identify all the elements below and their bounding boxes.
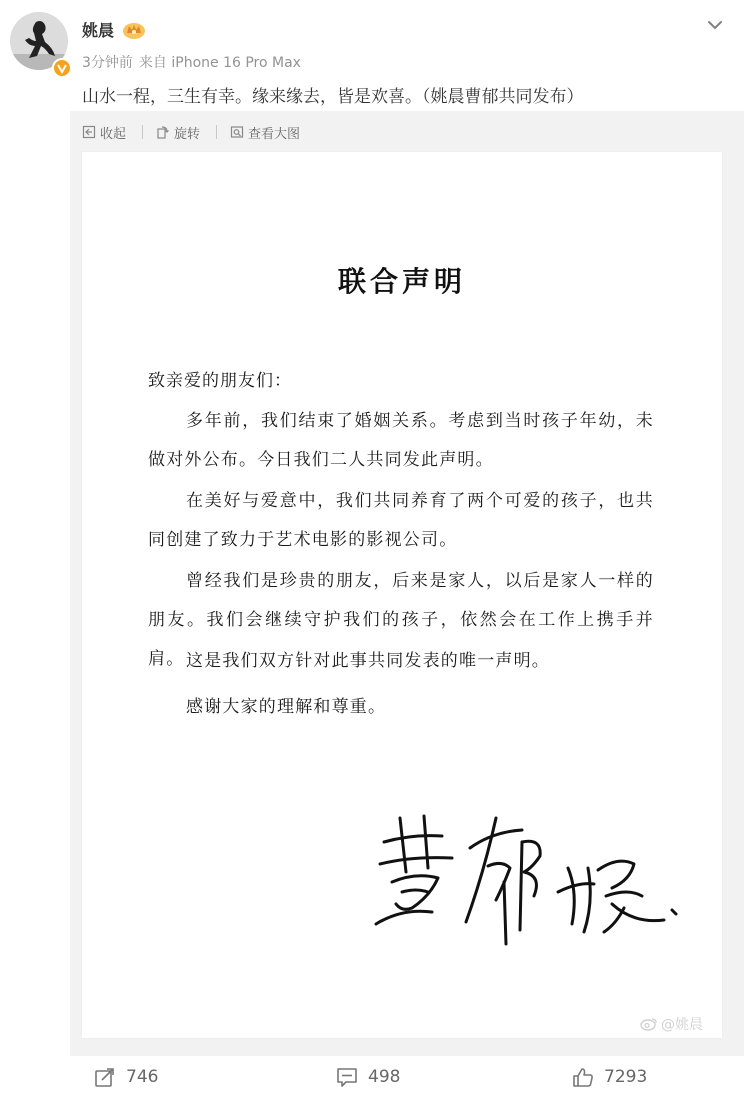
watermark [640, 1014, 703, 1034]
username[interactable]: 姚晨 [82, 21, 115, 40]
post-text: 山水一程，三生有幸。缘来缘去，皆是欢喜。（姚晨曹郁共同发布） [82, 87, 584, 107]
collect-label: 收起 [100, 126, 127, 142]
like-button[interactable] [572, 1064, 647, 1090]
toolbar-divider [216, 125, 217, 139]
post-source: 来自 iPhone 16 Pro Max [138, 55, 301, 71]
repost-button[interactable] [94, 1064, 158, 1090]
view-large-image-icon [230, 125, 244, 139]
repost-count: 746 [126, 1067, 159, 1087]
post-header [0, 0, 744, 82]
collect-button[interactable] [82, 120, 126, 144]
verified-badge-icon [52, 58, 72, 78]
statement-title: 联合声明 [337, 265, 466, 298]
signature [372, 812, 692, 952]
repost-icon [94, 1066, 116, 1088]
watermark-text: @姚晨 [661, 1017, 703, 1033]
like-count: 7293 [604, 1067, 648, 1087]
statement-paragraph: 在美好与爱意中，我们共同养育了两个可爱的孩子，也共同创建了致力于艺术电影的影视公司。 [148, 491, 654, 550]
rotate-button[interactable] [156, 120, 200, 144]
post-meta [82, 52, 307, 72]
statement-paragraph: 多年前，我们结束了婚姻关系。考虑到当时孩子年幼，未做对外公布。今日我们二人共同发此声明。 [148, 411, 654, 470]
vip-crown-icon[interactable] [122, 20, 146, 40]
view-large-button[interactable] [230, 120, 300, 144]
statement-greeting: 致亲爱的朋友们： [148, 371, 292, 391]
post-actions [0, 1056, 744, 1099]
comment-icon [336, 1066, 358, 1088]
collapse-icon [82, 125, 96, 139]
chevron-down-icon[interactable] [704, 14, 726, 36]
view-large-label: 查看大图 [248, 126, 301, 142]
toolbar-divider [142, 125, 143, 139]
rotate-label: 旋转 [174, 126, 201, 142]
comment-count: 498 [368, 1067, 401, 1087]
post-time[interactable]: 3分钟前 [82, 55, 133, 71]
statement-paragraph: 这是我们双方针对此事共同发表的唯一声明。 [186, 651, 550, 671]
statement-image[interactable] [82, 152, 722, 1038]
statement-paragraph: 感谢大家的理解和尊重。 [186, 697, 387, 717]
comment-button[interactable] [336, 1064, 400, 1090]
statement-paragraph: 曾经我们是珍贵的朋友，后来是家人，以后是家人一样的朋友。我们会继续守护我们的孩子，依然会在工作上携手并肩。 [148, 571, 654, 669]
rotate-icon [156, 125, 170, 139]
like-icon [572, 1066, 594, 1088]
avatar[interactable] [10, 12, 68, 70]
weibo-logo-icon [640, 1017, 658, 1031]
